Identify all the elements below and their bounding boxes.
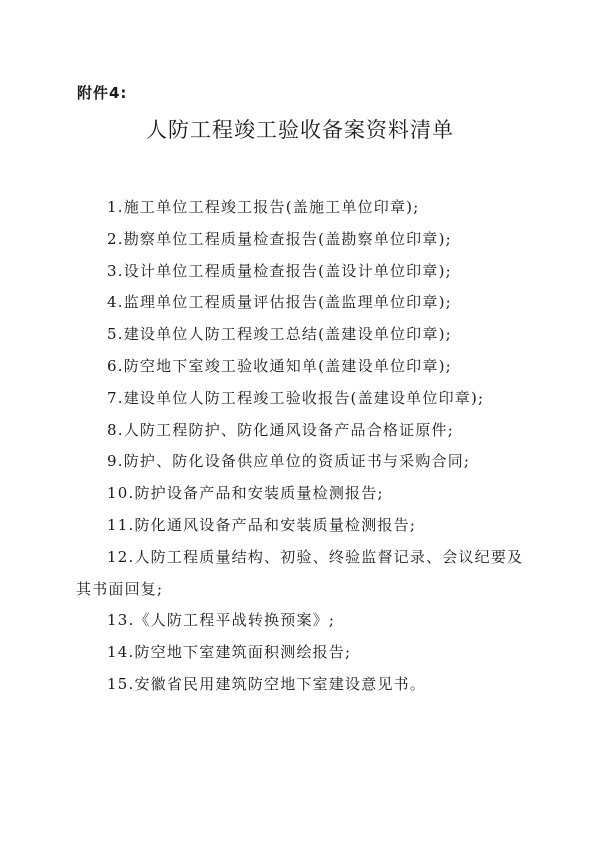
list-item: 6.防空地下室竣工验收通知单(盖建设单位印章);	[107, 356, 452, 375]
list-item: 12.人防工程质量结构、初验、终验监督记录、会议纪要及	[107, 547, 524, 566]
list-item: 9.防护、防化设备供应单位的资质证书与采购合同;	[107, 452, 471, 471]
list-item: 10.防护设备产品和安装质量检测报告;	[107, 484, 384, 503]
list-item: 4.监理单位工程质量评估报告(盖监理单位印章);	[107, 293, 452, 312]
list-item: 2.勘察单位工程质量检查报告(盖勘察单位印章);	[107, 229, 452, 248]
continuation-text: 其书面回复;	[76, 579, 164, 598]
list-item: 14.防空地下室建筑面积测绘报告;	[107, 643, 352, 662]
list-item: 8.人防工程防护、防化通风设备产品合格证原件;	[107, 420, 454, 439]
list-item: 7.建设单位人防工程竣工验收报告(盖建设单位印章);	[107, 388, 485, 407]
document-title: 人防工程竣工验收备案资料清单	[146, 118, 454, 142]
list-item: 11.防化通风设备产品和安装质量检测报告;	[107, 515, 417, 534]
attachment-label: 附件4:	[77, 84, 128, 102]
list-item-continuation	[76, 574, 537, 606]
list-item: 13.《人防工程平战转换预案》;	[107, 611, 336, 630]
checklist	[76, 192, 537, 701]
list-item: 15.安徽省民用建筑防空地下室建设意见书。	[107, 674, 427, 693]
list-item: 1.施工单位工程竣工报告(盖施工单位印章);	[107, 198, 420, 216]
list-item: 5.建设单位人防工程竣工总结(盖建设单位印章);	[107, 325, 452, 344]
list-item: 3.设计单位工程质量检查报告(盖设计单位印章);	[107, 261, 452, 280]
